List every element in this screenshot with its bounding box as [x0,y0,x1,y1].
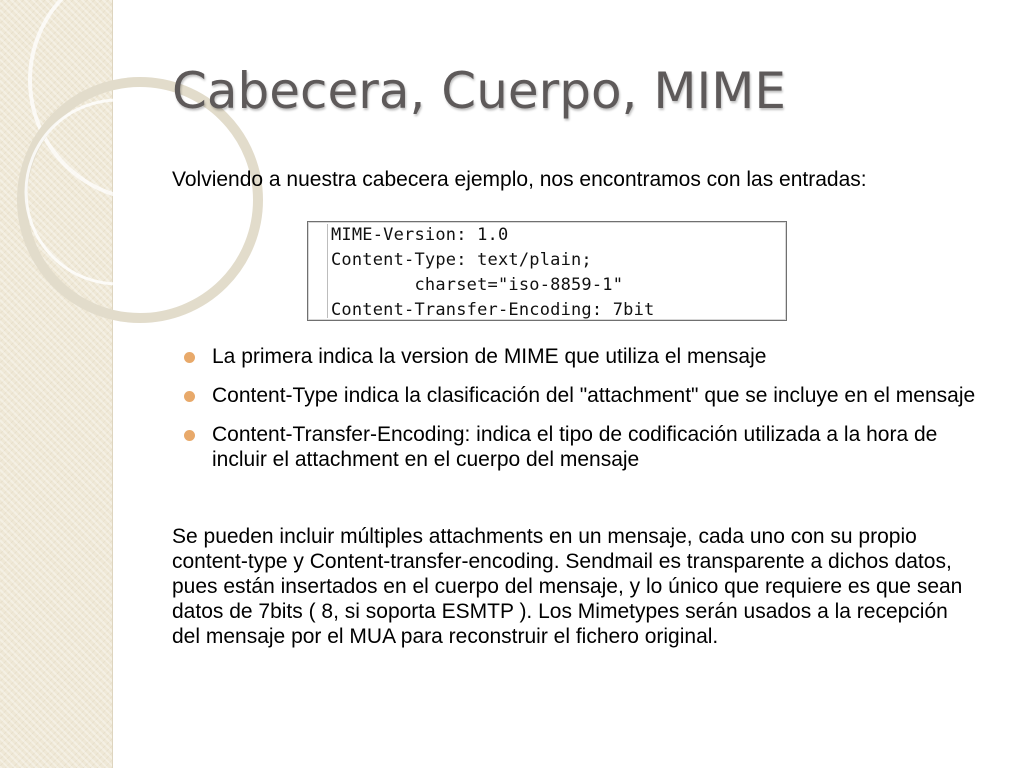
bullet-item [172,422,992,472]
bullet-list [172,344,992,486]
closing-paragraph: Se pueden incluir múltiples attachments en un mensaje, cada uno con su propio content-type y Content-transfer-encoding. Sendmail es transparente a dichos datos, pues están insertados en el cuerpo del mensaje, y lo único que requiere es que sean datos de 7bits ( 8, si soporta ESMTP ). Los Mimetypes serán usados a la recepción del mensaje por el MUA para reconstruir el fichero original. [172,525,963,648]
code-line: Content-Type: text/plain; [331,250,592,270]
bullet-item [172,383,992,408]
decorative-rings [0,0,200,330]
code-gutter-line [327,224,328,318]
bullet-dot-icon [184,430,195,441]
bullet-text: Content-Transfer-Encoding: indica el tipo de codificación utilizada a la hora de incluir el attachment en el cuerpo del mensaje [212,423,938,471]
bullet-dot-icon [184,391,195,402]
bullet-text: Content-Type indica la clasificación del "attachment" que se incluye en el mensaje [212,384,976,407]
bullet-text: La primera indica la version de MIME que utiliza el mensaje [212,345,767,368]
header-code-snippet [307,221,787,321]
bullet-item [172,344,992,369]
bullet-dot-icon [184,352,195,363]
intro-paragraph: Volviendo a nuestra cabecera ejemplo, nos encontramos con las entradas: [172,168,867,191]
code-lines [331,223,654,323]
slide-title: Cabecera, Cuerpo, MIME [172,62,786,120]
code-line: charset="iso-8859-1" [331,275,624,295]
code-line: MIME-Version: 1.0 [331,225,509,245]
ring-inner [26,100,210,284]
code-line: Content-Transfer-Encoding: 7bit [331,300,655,320]
